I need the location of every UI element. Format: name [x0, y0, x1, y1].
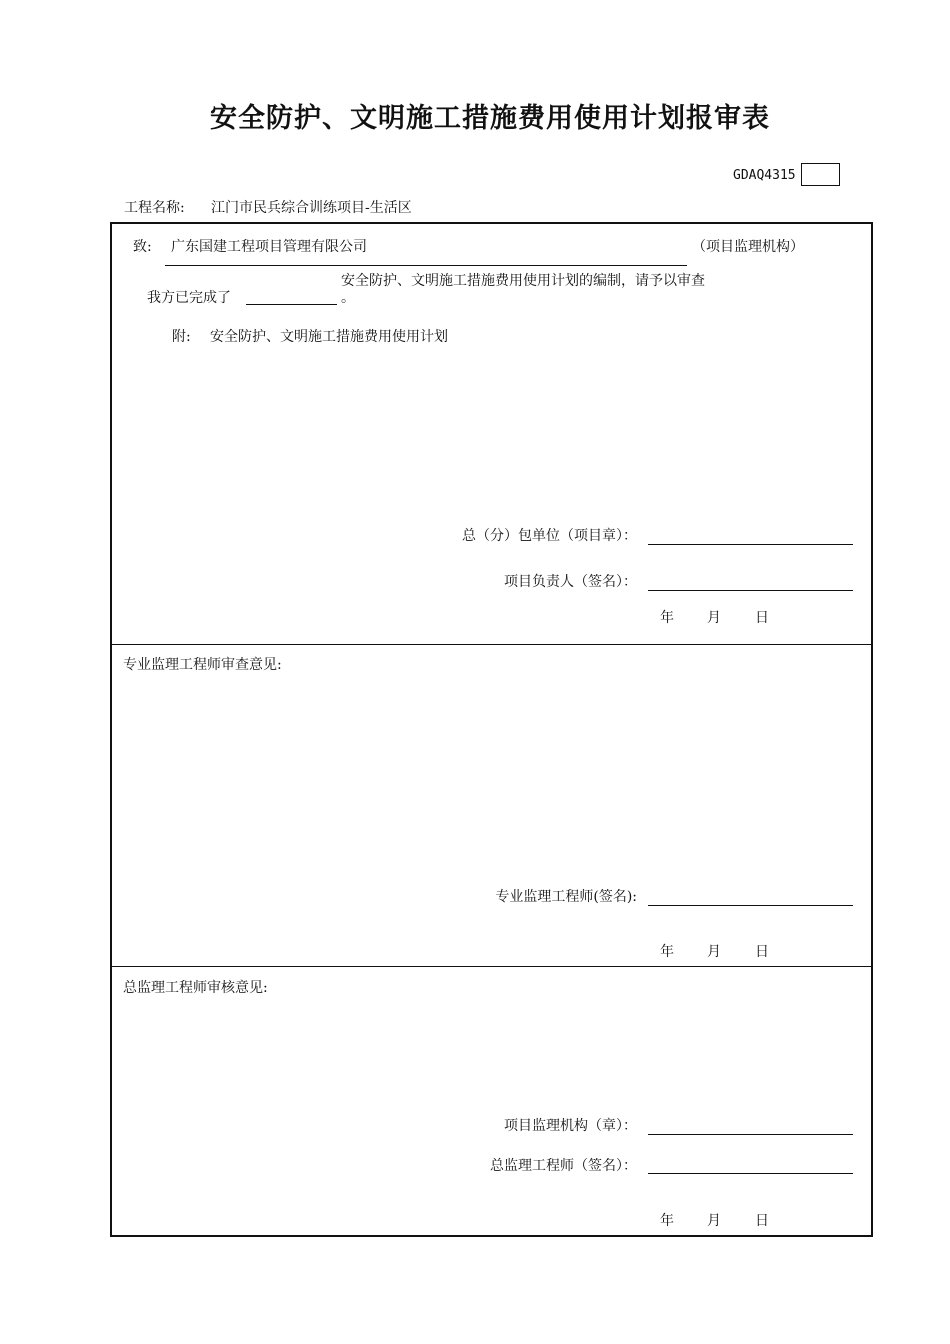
- section-divider-2: [110, 966, 873, 967]
- form-frame: [110, 222, 873, 1237]
- s2-date-month: 月: [707, 944, 721, 960]
- manager-sign-label: 项目负责人（签名）：: [504, 574, 637, 590]
- engineer-sign-label: 专业监理工程师(签名):: [495, 889, 637, 905]
- request-body-end: 。: [341, 290, 355, 306]
- project-name-label: 工程名称:: [124, 200, 185, 216]
- chief-sign-field[interactable]: [648, 1173, 853, 1174]
- contractor-seal-label: 总（分）包单位（项目章）：: [462, 528, 637, 544]
- s3-date-year: 年: [660, 1213, 674, 1229]
- form-code-box[interactable]: [801, 163, 840, 186]
- s1-date-year: 年: [660, 610, 674, 626]
- org-seal-label: 项目监理机构（章）：: [504, 1118, 637, 1134]
- contractor-seal-field[interactable]: [648, 544, 853, 545]
- s1-date-day: 日: [755, 610, 769, 626]
- completion-blank-field[interactable]: [246, 304, 337, 305]
- s3-date-month: 月: [707, 1213, 721, 1229]
- chief-review-heading: 总监理工程师审核意见:: [123, 980, 268, 996]
- section-divider-1: [110, 644, 873, 645]
- attachment-label: 附:: [172, 329, 191, 345]
- form-code: GDAQ4315: [733, 168, 796, 183]
- s2-date-day: 日: [755, 944, 769, 960]
- recipient-name: 广东国建工程项目管理有限公司: [171, 239, 367, 255]
- request-body-line1: 安全防护、文明施工措施费用使用计划的编制，请予以审查: [341, 273, 705, 289]
- project-name-value: 江门市民兵综合训练项目-生活区: [211, 200, 412, 216]
- s2-date-year: 年: [660, 944, 674, 960]
- page-title: 安全防护、文明施工措施费用使用计划报审表: [210, 103, 770, 134]
- recipient-role: （项目监理机构）: [692, 239, 804, 255]
- engineer-review-heading: 专业监理工程师审查意见:: [123, 657, 282, 673]
- org-seal-field[interactable]: [648, 1134, 853, 1135]
- s3-date-day: 日: [755, 1213, 769, 1229]
- chief-sign-label: 总监理工程师（签名）：: [490, 1158, 637, 1174]
- manager-sign-field[interactable]: [648, 590, 853, 591]
- to-label: 致:: [133, 239, 152, 255]
- s1-date-month: 月: [707, 610, 721, 626]
- request-body-prefix: 我方已完成了: [147, 290, 231, 306]
- attachment-text: 安全防护、文明施工措施费用使用计划: [210, 329, 448, 345]
- engineer-sign-field[interactable]: [648, 905, 853, 906]
- recipient-underline: [165, 265, 687, 266]
